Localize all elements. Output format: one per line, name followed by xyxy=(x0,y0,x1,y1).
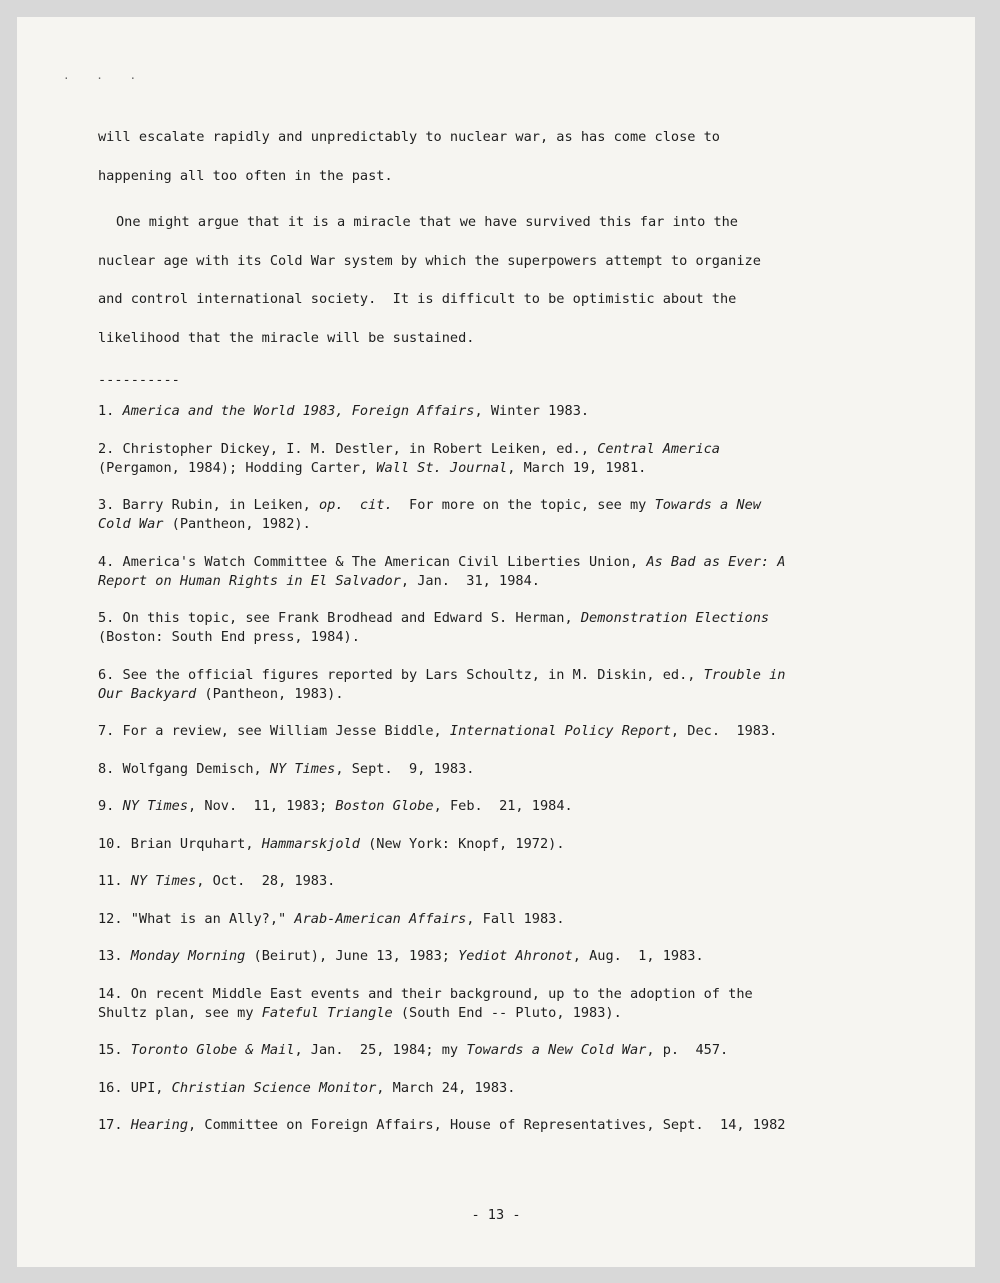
endnote-text: , March 19, 1981. xyxy=(507,459,647,476)
endnote-title-text: Our Backyard xyxy=(98,685,197,702)
endnote-text: For more on the topic, see my xyxy=(392,497,655,513)
endnote-line xyxy=(98,628,918,647)
endnote-line xyxy=(98,947,918,966)
endnote xyxy=(98,402,918,421)
endnote-title-text: Cold War xyxy=(98,516,164,532)
endnote-text: , Winter 1983. xyxy=(474,403,590,419)
endnote-line xyxy=(98,402,918,421)
endnote xyxy=(98,985,918,1023)
endnote xyxy=(98,440,918,478)
endnote-text: Shultz plan, see my xyxy=(98,1004,262,1021)
endnote-text: , Oct. 28, 1983. xyxy=(196,873,336,889)
endnote-title-text: Yediot Ahronot xyxy=(458,948,573,964)
endnote-text: , Jan. 25, 1984; my xyxy=(294,1042,467,1058)
endnote-line xyxy=(98,553,918,572)
endnote-text: 13. xyxy=(98,948,131,964)
endnote xyxy=(98,835,918,854)
endnote-text: , Dec. 1983. xyxy=(670,723,778,739)
paragraph-gap xyxy=(98,204,918,212)
endnote-text: 4. America's Watch Committee & The American Civil Liberties Union, xyxy=(98,553,647,570)
endnote-text: (Pergamon, 1984); Hodding Carter, xyxy=(98,459,377,476)
endnote-text: , Feb. 21, 1984. xyxy=(433,798,573,814)
endnote xyxy=(98,666,918,704)
endnote-line xyxy=(98,722,918,741)
endnote-text: 5. On this topic, see Frank Brodhead and Edward S. Herman, xyxy=(98,610,581,626)
endnote-text: 16. UPI, xyxy=(98,1079,172,1096)
paragraph-line: and control international society. It is difficult to be optimistic about the xyxy=(98,291,737,307)
endnote-text: , March 24, 1983. xyxy=(376,1079,516,1096)
paragraph-line: nuclear age with its Cold War system by which the superpowers attempt to organize xyxy=(98,252,761,269)
endnote-title-text: Hearing xyxy=(130,1117,189,1133)
endnote-text: , Sept. 9, 1983. xyxy=(335,760,475,777)
endnote-text: (Pantheon, 1982). xyxy=(163,516,311,532)
endnote-line xyxy=(98,1004,918,1023)
endnote xyxy=(98,1041,918,1060)
endnote-title-text: Report on Human Rights in El Salvador xyxy=(98,572,401,589)
endnote-title-text: Trouble in xyxy=(703,666,786,683)
endnote-text: (Beirut), June 13, 1983; xyxy=(245,948,459,964)
endnote-text: , Jan. 31, 1984. xyxy=(400,572,540,589)
endnote-title-text: Boston Globe xyxy=(335,798,434,814)
paragraph-line: One might argue that it is a miracle that we have survived this far into the xyxy=(116,214,738,230)
endnote-line xyxy=(98,609,918,628)
endnote-title-text: Towards a New xyxy=(654,497,761,513)
endnote-text: , Fall 1983. xyxy=(466,910,565,927)
endnote-line xyxy=(98,515,918,534)
endnote-title-text: Wall St. Journal xyxy=(376,459,508,476)
endnote-text: (South End -- Pluto, 1983). xyxy=(392,1004,622,1021)
endnote-text: (Boston: South End press, 1984). xyxy=(98,629,360,645)
endnote-line xyxy=(98,1041,918,1060)
endnote-title-text: Central America xyxy=(597,440,720,457)
endnote-text: 14. On recent Middle East events and their background, up to the adoption of the xyxy=(98,985,753,1002)
endnote xyxy=(98,760,918,779)
paragraph-line: happening all too often in the past. xyxy=(98,167,393,184)
endnote-text: 1. xyxy=(98,403,123,419)
endnote-text: (New York: Knopf, 1972). xyxy=(359,835,565,852)
paragraph-line: likelihood that the miracle will be sustained. xyxy=(98,329,475,346)
endnote-title-text: NY Times xyxy=(130,873,197,889)
endnote-title-text: International Policy Report xyxy=(449,723,671,739)
endnote-line xyxy=(98,496,918,515)
endnote-line xyxy=(98,985,918,1004)
endnote-text: 17. xyxy=(98,1117,131,1133)
endnote-text: , p. 457. xyxy=(646,1042,729,1058)
endnote-title-text: Arab-American Affairs xyxy=(294,910,467,927)
endnote-text: 7. For a review, see William Jesse Biddle, xyxy=(98,723,450,739)
endnote-line xyxy=(98,760,918,779)
endnote-title-text: op. cit. xyxy=(318,497,393,513)
endnote-line xyxy=(98,835,918,854)
endnote-line xyxy=(98,1116,918,1135)
endnote-text: 15. xyxy=(98,1042,131,1058)
notes-separator: ---------- xyxy=(98,372,180,388)
endnote-text: 8. Wolfgang Demisch, xyxy=(98,760,270,777)
endnote-text: 6. See the official figures reported by Lars Schoultz, in M. Diskin, ed., xyxy=(98,666,704,683)
endnote-line xyxy=(98,459,918,478)
endnote-line xyxy=(98,685,918,704)
endnote-title-text: Monday Morning xyxy=(130,948,246,964)
endnote-text: 10. Brian Urquhart, xyxy=(98,835,262,852)
endnote-title-text: NY Times xyxy=(122,798,189,814)
page-number: - 13 - xyxy=(471,1207,521,1223)
endnote-text: , Nov. 11, 1983; xyxy=(188,798,336,814)
endnote-title-text: Towards a New Cold War xyxy=(466,1042,647,1058)
endnote-line xyxy=(98,910,918,929)
endnote-text: , Aug. 1, 1983. xyxy=(572,948,704,964)
endnote-text: , Committee on Foreign Affairs, House of Representatives, Sept. 14, 1982 xyxy=(188,1117,786,1133)
endnote-text: 3. Barry Rubin, in Leiken, xyxy=(98,497,319,513)
endnote xyxy=(98,1116,918,1135)
endnote-line xyxy=(98,1079,918,1098)
paragraph-line: will escalate rapidly and unpredictably to nuclear war, as has come close to xyxy=(98,129,720,145)
endnote xyxy=(98,609,918,647)
endnote-text: (Pantheon, 1983). xyxy=(196,685,344,702)
endnote-text: 11. xyxy=(98,873,131,889)
endnotes-list xyxy=(98,402,918,1154)
endnote-line xyxy=(98,797,918,816)
endnote xyxy=(98,797,918,816)
endnote-line xyxy=(98,572,918,591)
paragraphs xyxy=(98,127,918,366)
endnote xyxy=(98,947,918,966)
endnote xyxy=(98,1079,918,1098)
endnote-title-text: Christian Science Monitor xyxy=(171,1079,377,1096)
endnote xyxy=(98,496,918,534)
body-text xyxy=(98,127,918,390)
endnote-line xyxy=(98,440,918,459)
endnote-title-text: NY Times xyxy=(269,760,336,777)
endnote-line xyxy=(98,872,918,891)
endnote-title-text: As Bad as Ever: A xyxy=(646,553,786,570)
endnote xyxy=(98,553,918,591)
endnote-title-text: Demonstration Elections xyxy=(580,610,770,626)
document-page xyxy=(17,17,975,1267)
endnote xyxy=(98,872,918,891)
endnote-text: 12. "What is an Ally?," xyxy=(98,910,295,927)
endnote xyxy=(98,722,918,741)
endnote-title-text: Toronto Globe & Mail xyxy=(130,1042,295,1058)
header-mark: . . . xyxy=(63,69,147,82)
endnote-title-text: America and the World 1983, Foreign Affairs xyxy=(122,403,475,419)
endnote xyxy=(98,910,918,929)
endnote-title-text: Fateful Triangle xyxy=(261,1004,393,1021)
endnote-text: 2. Christopher Dickey, I. M. Destler, in Robert Leiken, ed., xyxy=(98,440,598,457)
endnote-text: 9. xyxy=(98,798,123,814)
endnote-title-text: Hammarskjold xyxy=(261,835,360,852)
endnote-line xyxy=(98,666,918,685)
